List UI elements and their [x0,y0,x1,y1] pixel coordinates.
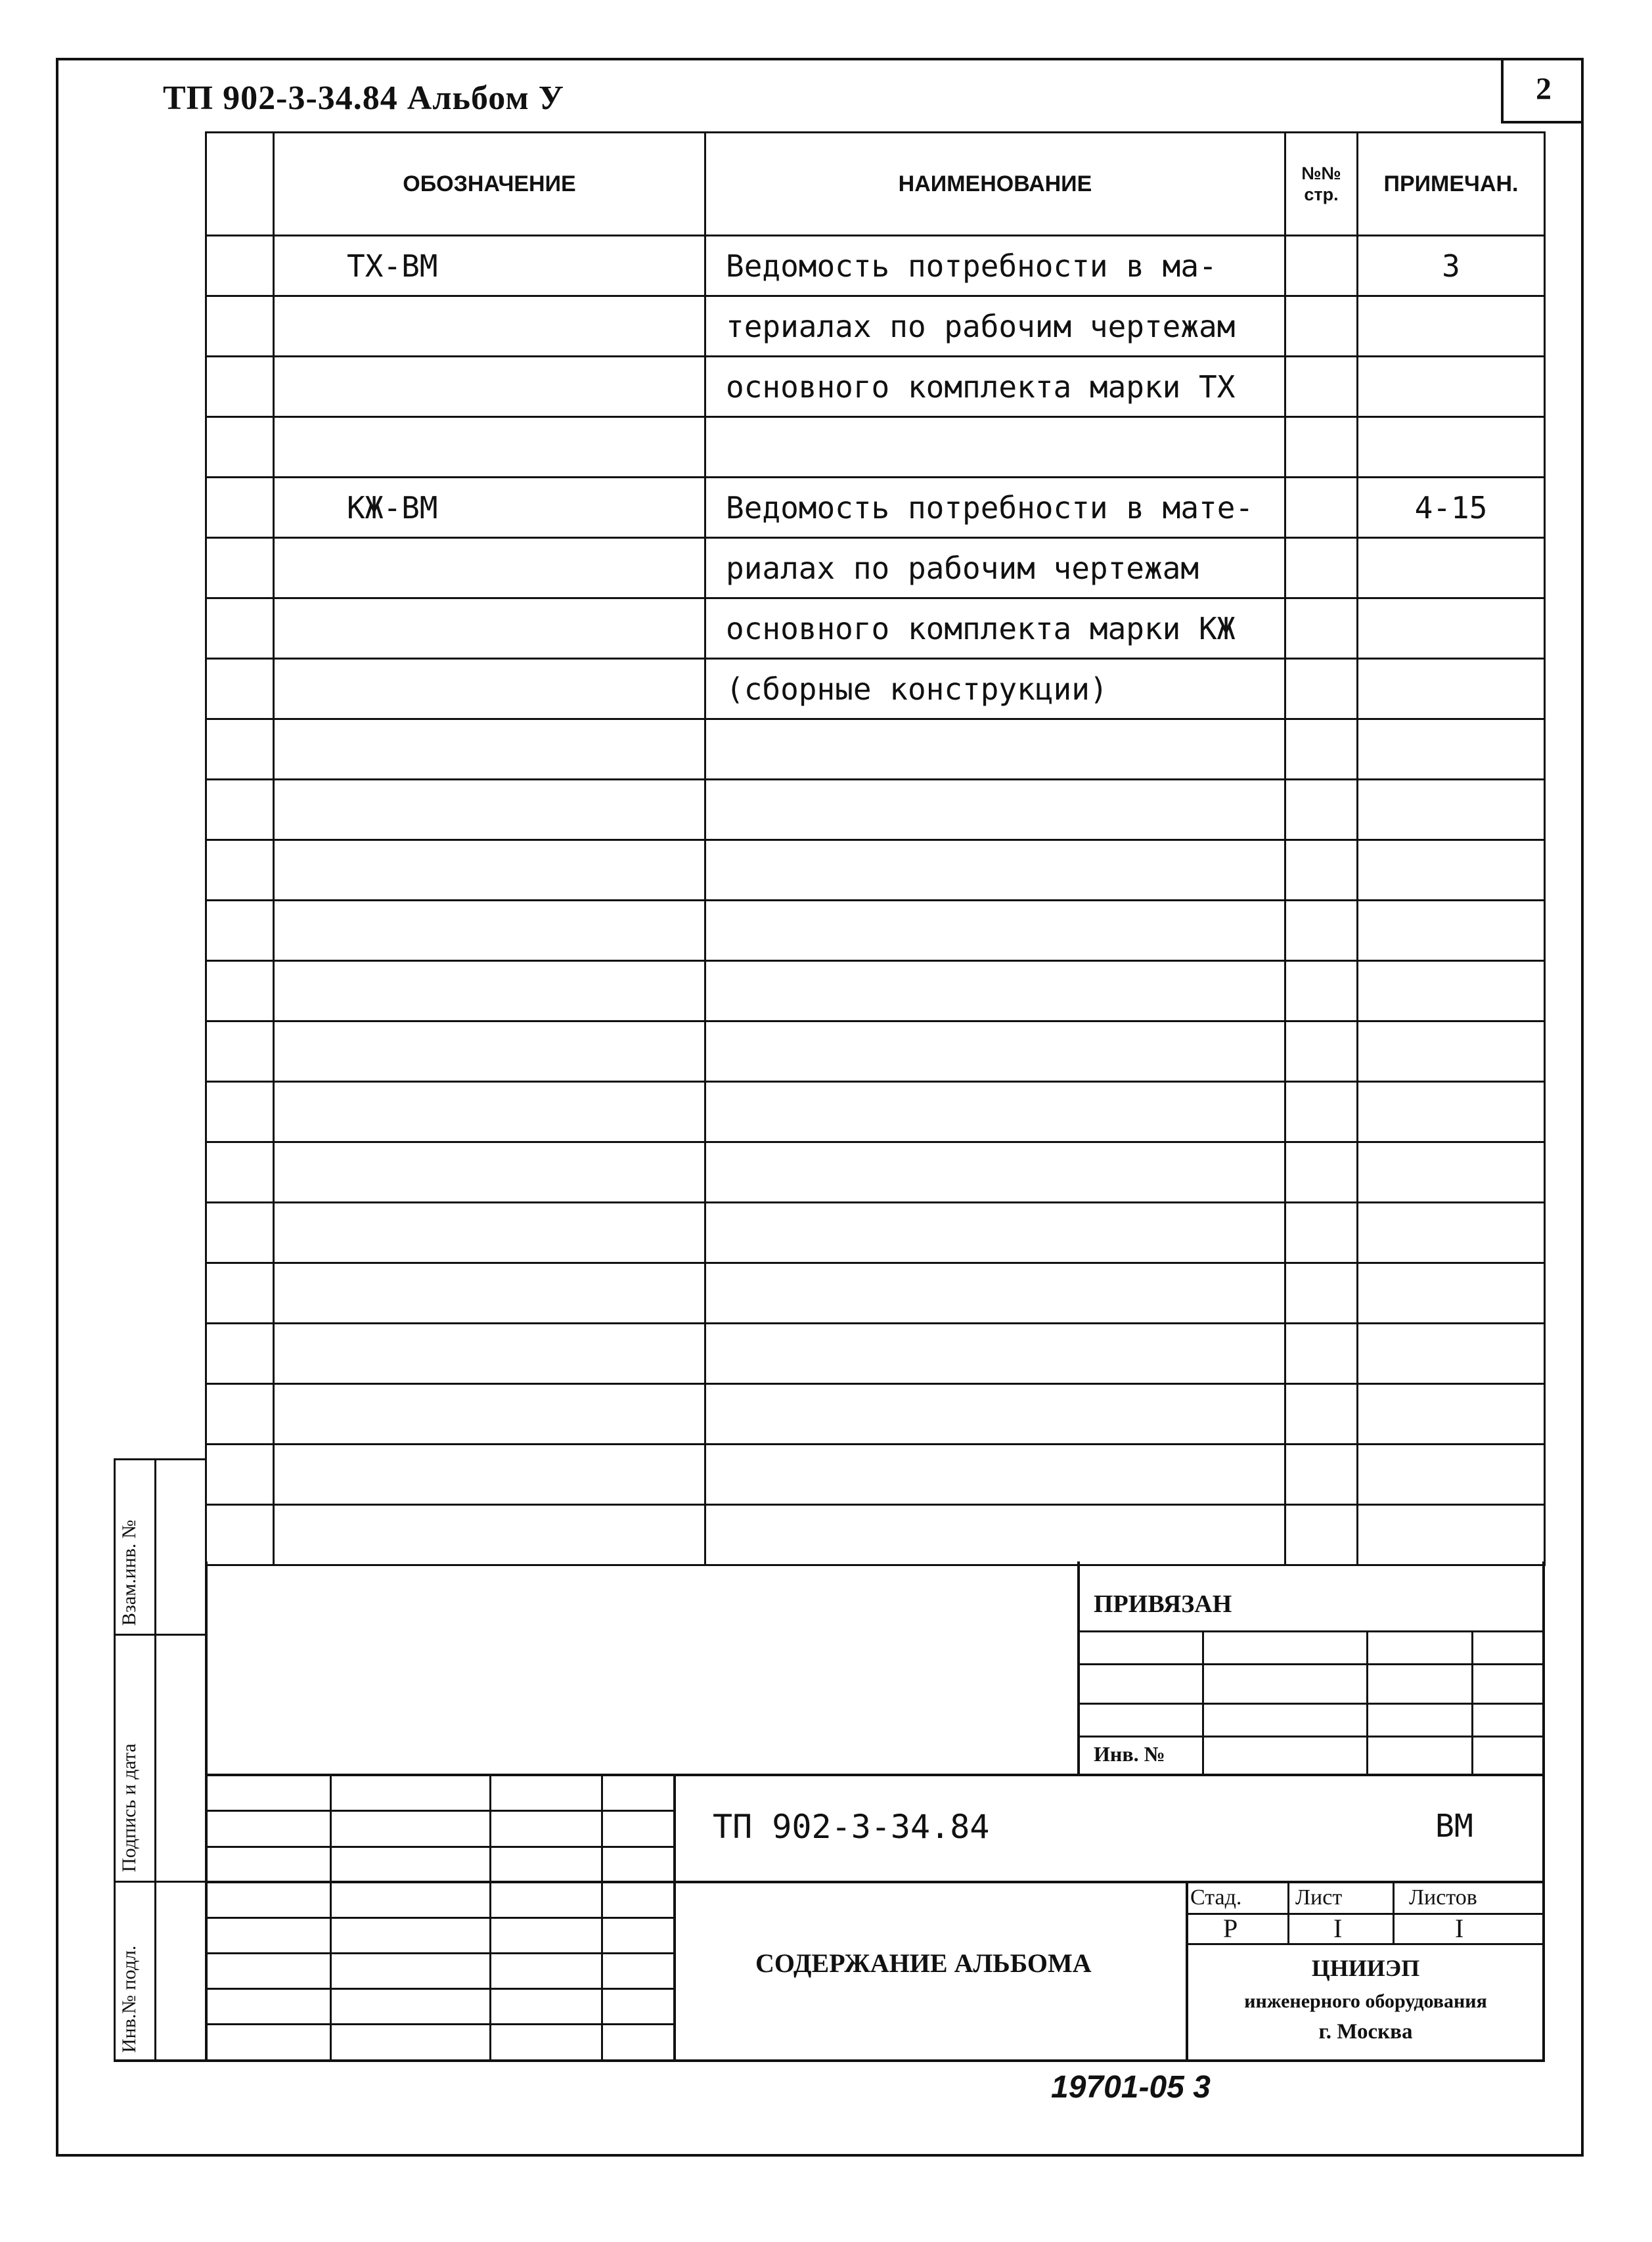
designation-cell: ТХ-ВМ [274,236,705,296]
pages-cell [1285,478,1358,538]
stage-label: Стад. [1190,1885,1242,1910]
row-margin-cell [206,478,274,538]
pages-cell [1285,1142,1358,1203]
table-row [206,236,1545,296]
pages-cell [1285,901,1358,961]
designation-cell [274,357,705,417]
note-cell [1358,659,1545,719]
table-row [206,478,1545,538]
name-cell [705,780,1285,840]
pages-cell [1285,236,1358,296]
row-margin-cell [206,901,274,961]
page-number: 2 [1501,58,1584,123]
note-cell [1358,719,1545,780]
pages-cell [1285,538,1358,598]
row-margin-cell [206,1445,274,1505]
pages-cell [1285,659,1358,719]
table-row [206,1263,1545,1324]
column-header-note: ПРИМЕЧАН. [1358,133,1545,236]
table-row [206,538,1545,598]
name-cell: риалах по рабочим чертежам [705,538,1285,598]
name-cell [705,1324,1285,1384]
note-cell [1358,1505,1545,1565]
row-margin-cell [206,719,274,780]
name-cell [705,1384,1285,1445]
designation-cell [274,1263,705,1324]
pages-cell [1285,1082,1358,1142]
table-row [206,417,1545,478]
pages-cell [1285,1324,1358,1384]
name-cell [705,1142,1285,1203]
pages-cell [1285,1021,1358,1082]
row-margin-cell [206,840,274,901]
row-margin-cell [206,1203,274,1263]
row-margin-cell [206,1384,274,1445]
table-row [206,1384,1545,1445]
row-margin-cell [206,357,274,417]
designation-cell [274,659,705,719]
binding-inv-label: Инв. № [1094,1742,1165,1766]
note-cell [1358,296,1545,357]
row-margin-cell [206,598,274,659]
contents-table [205,131,1546,1566]
designation-cell [274,1505,705,1565]
sheet-label: Лист [1295,1885,1343,1910]
name-cell [705,417,1285,478]
side-label-inv: Инв.№ подл. [118,1945,140,2053]
sheets-value: I [1455,1914,1464,1943]
name-cell [705,1021,1285,1082]
pages-cell [1285,719,1358,780]
note-cell [1358,357,1545,417]
table-row [206,659,1545,719]
org-city: г. Москва [1318,2020,1413,2044]
note-cell [1358,1021,1545,1082]
note-cell [1358,1324,1545,1384]
doc-code: ТП 902-3-34.84 [713,1808,990,1846]
note-cell [1358,1203,1545,1263]
note-cell: 3 [1358,236,1545,296]
note-cell [1358,901,1545,961]
designation-cell [274,538,705,598]
column-header-designation: ОБОЗНАЧЕНИЕ [274,133,705,236]
row-margin-cell [206,961,274,1021]
row-margin-cell [206,780,274,840]
name-cell: основного комплекта марки ТХ [705,357,1285,417]
name-cell: териалах по рабочим чертежам [705,296,1285,357]
table-row [206,1082,1545,1142]
pages-cell [1285,1384,1358,1445]
pages-cell [1285,840,1358,901]
note-cell [1358,780,1545,840]
pages-cell [1285,417,1358,478]
pages-cell [1285,961,1358,1021]
table-row [206,296,1545,357]
name-cell [705,1505,1285,1565]
row-margin-cell [206,1142,274,1203]
designation-cell [274,1142,705,1203]
designation-cell [274,1445,705,1505]
table-row [206,1142,1545,1203]
note-cell [1358,1142,1545,1203]
name-cell [705,1082,1285,1142]
column-header-name: НАИМЕНОВАНИЕ [705,133,1285,236]
designation-cell [274,840,705,901]
note-cell [1358,417,1545,478]
table-row [206,1324,1545,1384]
pages-cell [1285,780,1358,840]
table-header [206,133,1545,236]
binding-title: ПРИВЯЗАН [1094,1590,1232,1618]
pages-cell [1285,1445,1358,1505]
column-header-pages: №№ стр. [1285,133,1358,236]
name-cell: Ведомость потребности в ма- [705,236,1285,296]
note-cell [1358,1384,1545,1445]
designation-cell [274,1021,705,1082]
name-cell [705,1445,1285,1505]
note-cell [1358,598,1545,659]
archive-number: 19701-05 3 [1051,2070,1211,2105]
name-cell [705,840,1285,901]
designation-cell [274,901,705,961]
table-row [206,719,1545,780]
designation-cell [274,417,705,478]
row-margin-cell [206,1263,274,1324]
row-margin-cell [206,417,274,478]
designation-cell [274,780,705,840]
row-margin-cell [206,1082,274,1142]
name-cell [705,1263,1285,1324]
pages-cell [1285,296,1358,357]
doc-mark: ВМ [1435,1808,1473,1845]
note-cell [1358,961,1545,1021]
name-cell [705,901,1285,961]
album-code: ТП 902-3-34.84 Альбом У [163,79,564,117]
sheet-value: I [1333,1914,1343,1943]
note-cell: 4-15 [1358,478,1545,538]
row-margin-cell [206,538,274,598]
row-margin-cell [206,1021,274,1082]
note-cell [1358,1082,1545,1142]
row-margin-cell [206,1324,274,1384]
document-title: СОДЕРЖАНИЕ АЛЬБОМА [755,1948,1092,1978]
org-dept: инженерного оборудования [1244,1990,1487,2012]
table-row [206,598,1545,659]
note-cell [1358,1263,1545,1324]
table-row [206,1505,1545,1565]
org-name: ЦНИИЭП [1311,1955,1420,1981]
name-cell: основного комплекта марки КЖ [705,598,1285,659]
table-row [206,780,1545,840]
designation-cell [274,1324,705,1384]
name-cell: (сборные конструкции) [705,659,1285,719]
designation-cell [274,296,705,357]
name-cell [705,961,1285,1021]
note-cell [1358,840,1545,901]
designation-cell: КЖ-ВМ [274,478,705,538]
table-row [206,357,1545,417]
pages-cell [1285,1203,1358,1263]
designation-cell [274,1082,705,1142]
name-cell [705,1203,1285,1263]
row-margin-cell [206,659,274,719]
table-row [206,1203,1545,1263]
sheets-label: Листов [1409,1885,1477,1910]
designation-cell [274,598,705,659]
side-label-podpis: Подпись и дата [118,1743,140,1872]
name-cell [705,719,1285,780]
row-margin-cell [206,236,274,296]
table-row [206,840,1545,901]
pages-cell [1285,1505,1358,1565]
stage-value: Р [1223,1914,1238,1943]
row-margin-cell [206,1505,274,1565]
table-row [206,901,1545,961]
pages-cell [1285,357,1358,417]
name-cell: Ведомость потребности в мате- [705,478,1285,538]
note-cell [1358,538,1545,598]
designation-cell [274,719,705,780]
table-row [206,961,1545,1021]
side-label-vzam: Взам.инв. № [118,1519,140,1626]
designation-cell [274,1384,705,1445]
note-cell [1358,1445,1545,1505]
designation-cell [274,1203,705,1263]
pages-cell [1285,598,1358,659]
table-row [206,1021,1545,1082]
designation-cell [274,961,705,1021]
pages-cell [1285,1263,1358,1324]
row-margin-cell [206,296,274,357]
table-row [206,1445,1545,1505]
